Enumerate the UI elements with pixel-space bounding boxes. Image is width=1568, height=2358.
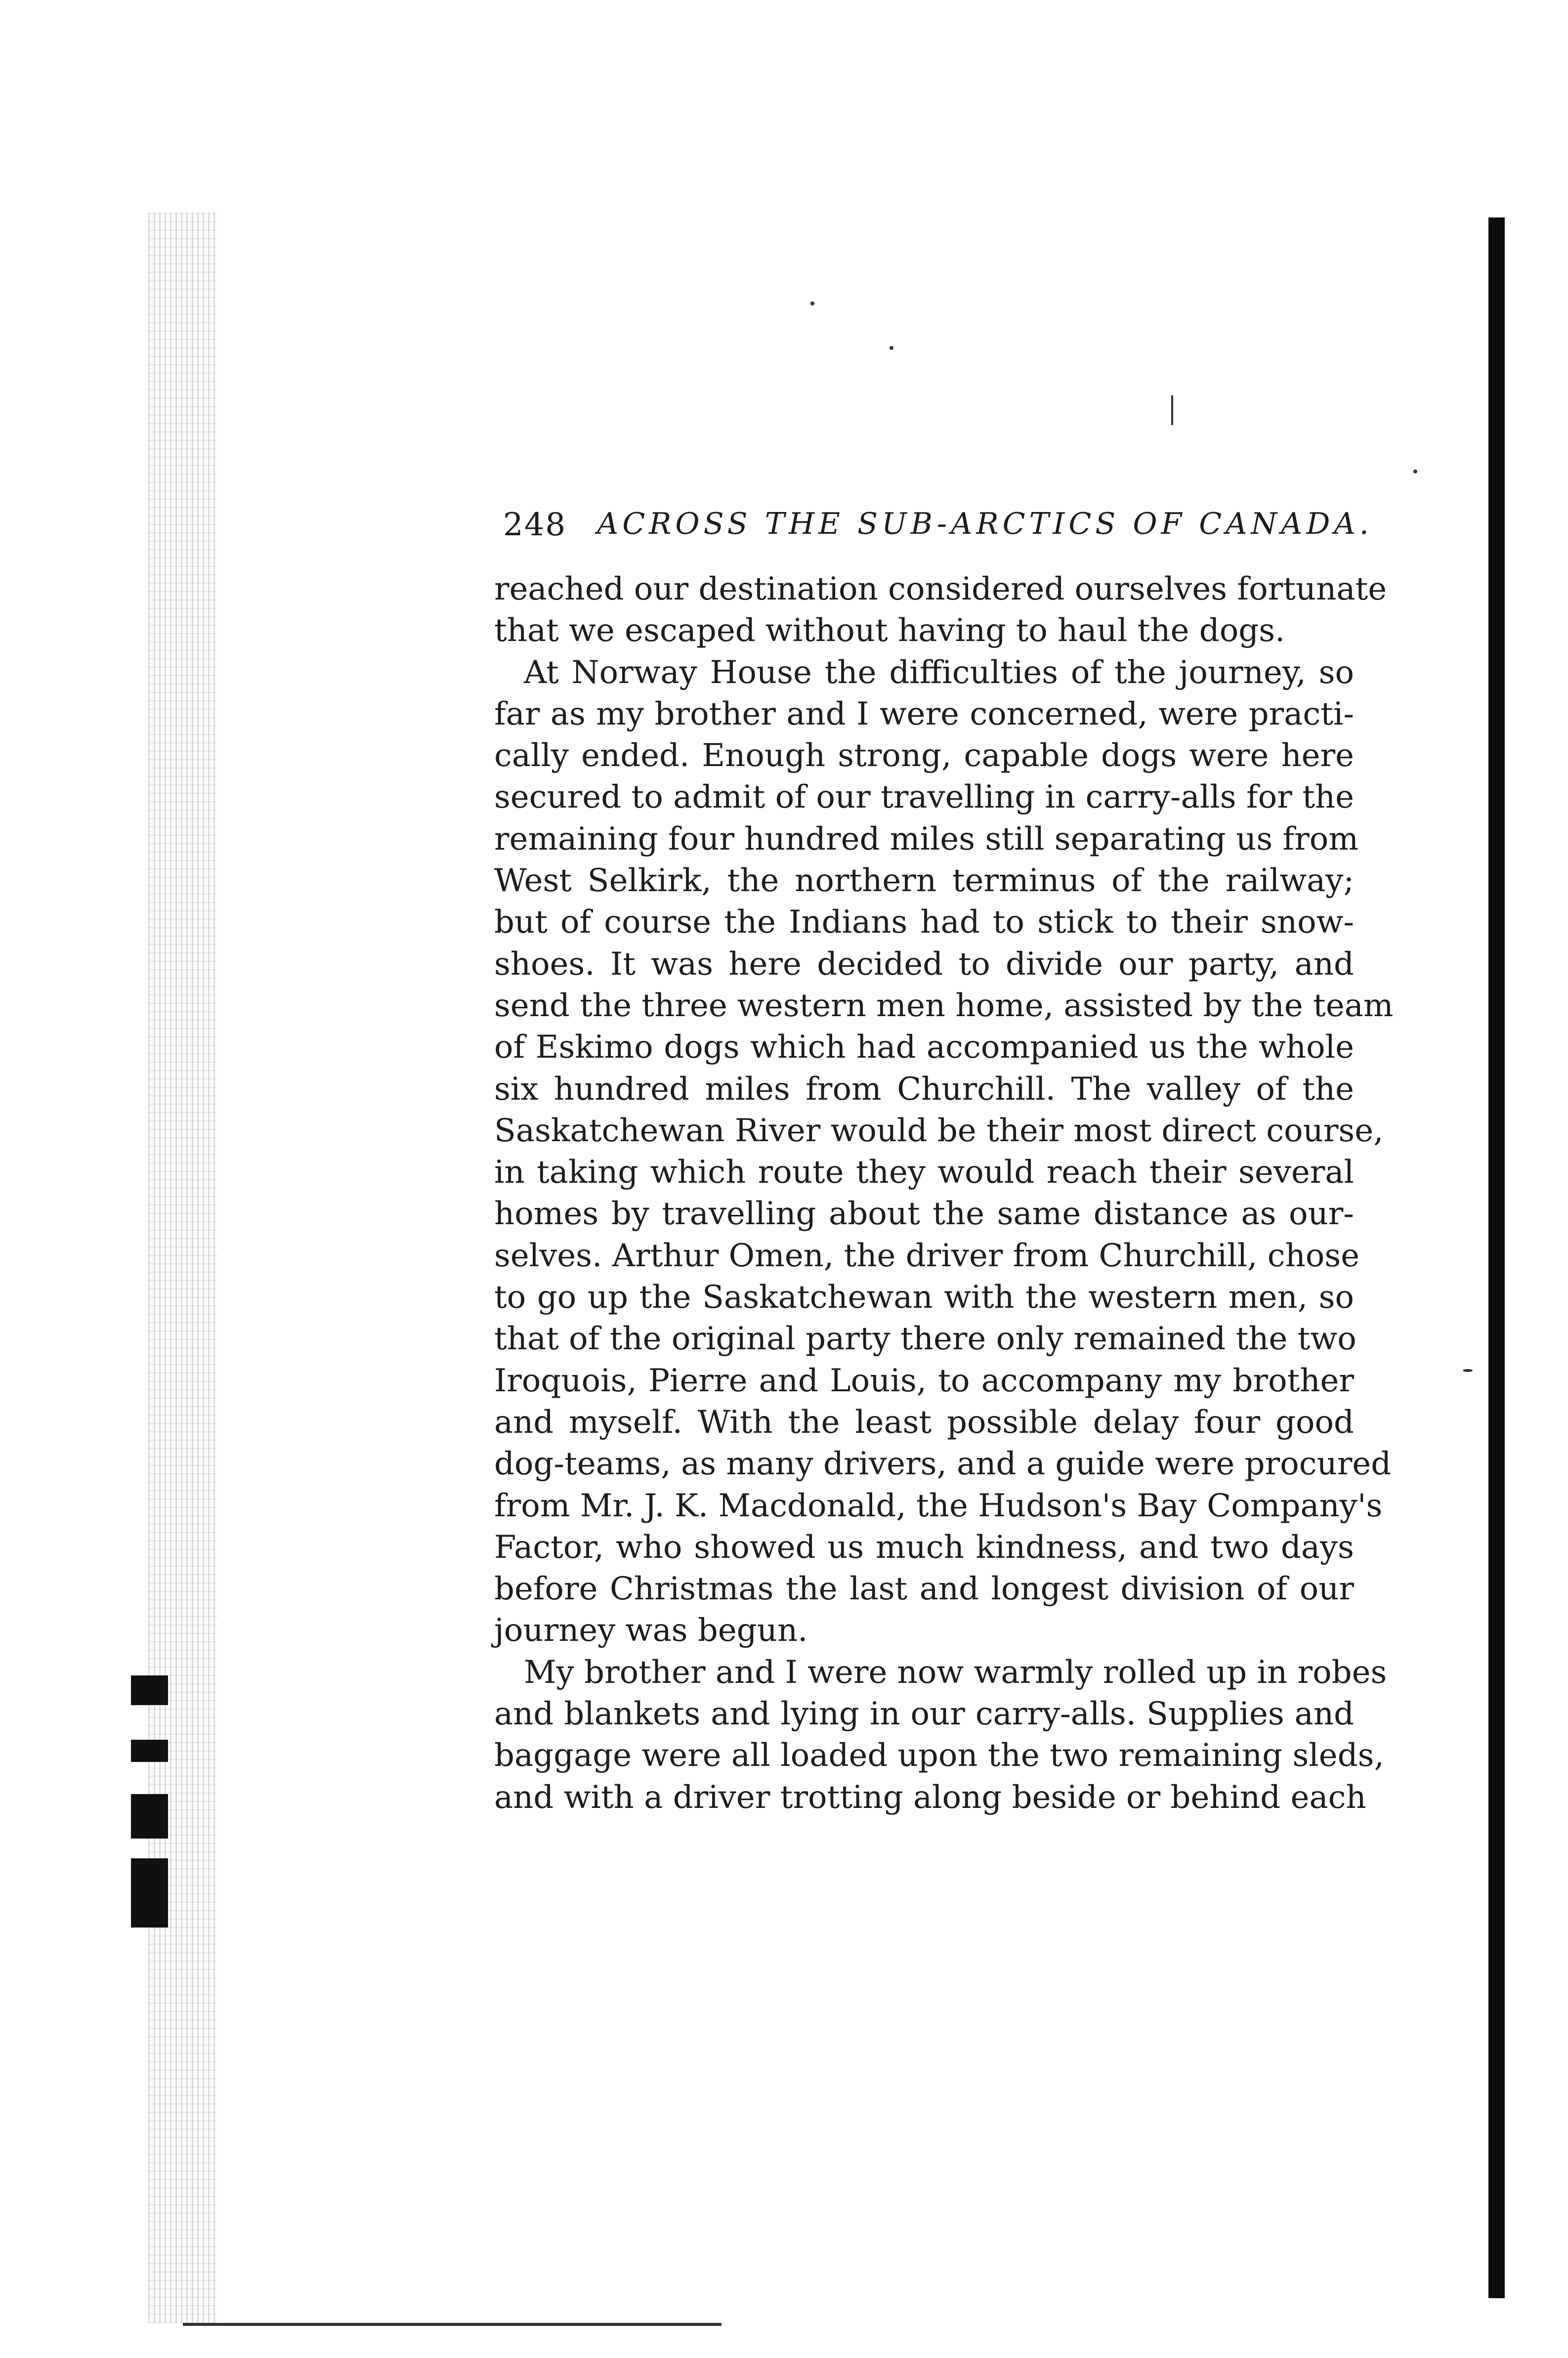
scan-speck (1463, 1369, 1473, 1372)
text-line: and myself. With the least possible delay four good (494, 1404, 1354, 1441)
scan-speck (810, 301, 814, 305)
text-line: that of the original party there only remained the two (494, 1321, 1356, 1358)
scan-speck (890, 346, 893, 350)
binding-mark (131, 1858, 168, 1928)
scan-bottom-rule (183, 2323, 721, 2326)
text-line: shoes. It was here decided to divide our party, and (494, 945, 1354, 983)
binding-mark (131, 1794, 168, 1839)
text-line: before Christmas the last and longest division of our (494, 1571, 1354, 1608)
text-line: that we escaped without having to haul the dogs. (494, 612, 1285, 649)
text-line: West Selkirk, the northern terminus of the railway; (494, 862, 1354, 900)
binding-mark (131, 1740, 168, 1762)
text-line: far as my brother and I were concerned, were practi- (494, 695, 1354, 732)
text-line: remaining four hundred miles still separating us from (494, 820, 1358, 857)
text-line: six hundred miles from Churchill. The valley of the (494, 1071, 1354, 1108)
text-line: dog-teams, as many drivers, and a guide were procured (494, 1446, 1392, 1483)
text-line: to go up the Saskatchewan with the western men, so (494, 1279, 1354, 1316)
text-line: baggage were all loaded upon the two remaining sleds, (494, 1737, 1384, 1774)
binding-mark (131, 1675, 168, 1705)
text-line: At Norway House the difficulties of the journey, so (524, 654, 1354, 691)
text-line: Factor, who showed us much kindness, and two days (494, 1529, 1354, 1566)
text-line: Saskatchewan River would be their most direct course, (494, 1112, 1384, 1149)
scan-speck (1171, 395, 1173, 425)
text-line: journey was begun. (494, 1612, 808, 1649)
text-line: from Mr. J. K. Macdonald, the Hudson's Bay Company's (494, 1487, 1383, 1524)
text-line: reached our destination considered ourselves fortunate (494, 571, 1387, 607)
text-line: and with a driver trotting along beside or behind each (494, 1779, 1366, 1816)
binding-edge (148, 213, 217, 2323)
text-line: cally ended. Enough strong, capable dogs were here (494, 737, 1354, 774)
text-line: Iroquois, Pierre and Louis, to accompany my brother (494, 1362, 1354, 1399)
scan-speck (1413, 470, 1417, 473)
text-line: of Eskimo dogs which had accompanied us the whole (494, 1029, 1354, 1066)
text-line: in taking which route they would reach their several (494, 1154, 1354, 1191)
body-text (494, 568, 1394, 1818)
text-line: but of course the Indians had to stick to their snow- (494, 904, 1354, 941)
text-line: secured to admit of our travelling in carry-alls for the (494, 779, 1354, 816)
scan-edge-bar (1488, 217, 1505, 2298)
page-number: 248 (503, 507, 567, 543)
running-title: ACROSS THE SUB-ARCTICS OF CANADA. (597, 507, 1373, 541)
page-header (503, 507, 1373, 551)
text-line: My brother and I were now warmly rolled up in robes (524, 1654, 1387, 1691)
text-line: selves. Arthur Omen, the driver from Churchill, chose (494, 1237, 1360, 1274)
text-line: send the three western men home, assisted by the team (494, 987, 1394, 1024)
text-line: homes by travelling about the same distance as our- (494, 1196, 1354, 1233)
text-line: and blankets and lying in our carry-alls. Supplies and (494, 1696, 1354, 1733)
